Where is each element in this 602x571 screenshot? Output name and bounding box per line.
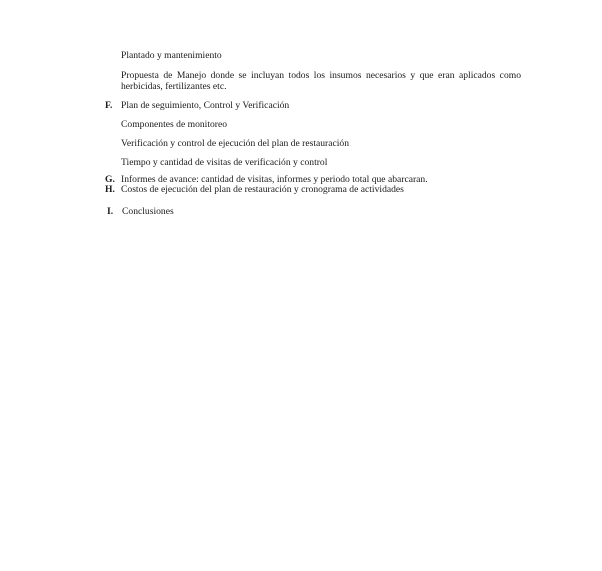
section-g-title: Informes de avance: cantidad de visitas, informes y periodo total que abarcaran. bbox=[121, 174, 428, 185]
item-tiempo-visitas: Tiempo y cantidad de visitas de verificación y control bbox=[121, 157, 328, 168]
section-h-title: Costos de ejecución del plan de restauración y cronograma de actividades bbox=[121, 184, 404, 195]
item-plantado: Plantado y mantenimiento bbox=[121, 50, 222, 61]
item-propuesta-manejo: Propuesta de Manejo donde se incluyan todos los insumos necesarios y que eran aplicados como herbicidas, fertilizantes etc. bbox=[121, 70, 521, 93]
item-componentes-monitoreo: Componentes de monitoreo bbox=[121, 119, 228, 130]
item-verificacion-control: Verificación y control de ejecución del plan de restauración bbox=[121, 138, 350, 149]
section-letter-i: I. bbox=[107, 206, 114, 217]
section-letter-f: F. bbox=[105, 100, 113, 111]
section-i-title: Conclusiones bbox=[122, 206, 174, 217]
section-letter-h: H. bbox=[105, 184, 115, 195]
section-letter-g: G. bbox=[105, 174, 115, 185]
section-f-title: Plan de seguimiento, Control y Verificación bbox=[121, 100, 290, 111]
